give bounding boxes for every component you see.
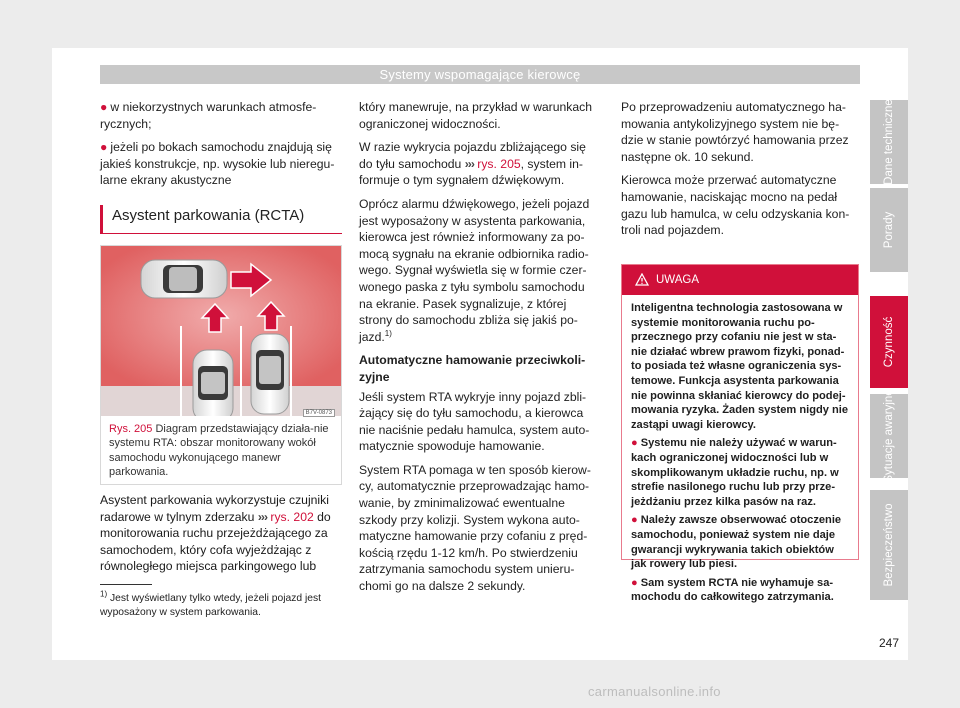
column-left-body: Asystent parkowania wykorzystuje czujniki radarowe w tylnym zderzaku ››› rys. 202 do monitorowania ruchu przejeżdżającego za samochodem, który cofa wyjeżdżając z równoległego miejsca parkingowego lub — [100, 493, 331, 574]
arrows-icon: ››› — [257, 509, 268, 524]
tab-sytuacje-awaryjne[interactable]: Sytuacje awaryjne — [870, 394, 908, 478]
cross-reference-link[interactable]: rys. 205 — [477, 156, 521, 171]
bullet-icon: ● — [631, 437, 638, 450]
paragraph: Po przeprowadzeniu automatycznego ha-mowania antykolizyjnego system nie bę-dzie w stanie powtórzyć hamowania przez następne ok. 10 sekund. — [621, 100, 849, 164]
paragraph: Jeśli system RTA wykryje inny pojazd zbli-żający się do tyłu samochodu, a kierowca nie naciśnie pedału hamulca, system auto-matycznie spowoduje hamowanie. — [359, 389, 590, 454]
arrows-icon: ››› — [464, 156, 474, 171]
list-item: ● w niekorzystnych warunkach atmosfe-rycznych; — [100, 100, 317, 131]
tab-dane-techniczne[interactable]: Dane techniczne — [870, 100, 908, 184]
tab-porady[interactable]: Porady — [870, 188, 908, 272]
column-left — [100, 99, 342, 196]
bullet-icon: ● — [631, 576, 638, 589]
section-title: Asystent parkowania (RCTA) — [100, 205, 342, 234]
warning-box — [621, 264, 859, 604]
figure-205 — [100, 245, 342, 485]
footnote-divider — [100, 584, 152, 585]
bullet-icon: ● — [100, 100, 108, 114]
warning-header — [622, 265, 858, 295]
cross-reference-link[interactable]: rys. 202 — [270, 509, 314, 524]
paragraph: W razie wykrycia pojazdu zbliżającego się do tyłu samochodu ››› rys. 205, system in-formuje o tym sygnałem dźwiękowym. — [359, 140, 586, 188]
warning-triangle-icon — [635, 273, 649, 286]
subheading: Automatyczne hamowanie przeciwkoli-zyjne — [359, 353, 586, 384]
bullet-icon: ● — [631, 514, 638, 527]
figure-ref: Rys. 205 — [109, 423, 153, 435]
column-right — [621, 99, 859, 246]
paragraph: Kierowca może przerwać automatyczne hamowanie, naciskając mocno na pedał gazu lub hamulca, w celu odzyskania kon-troli nad pojazdem. — [621, 173, 850, 238]
page-number: 247 — [878, 636, 900, 650]
reversing-car-icon — [251, 334, 289, 414]
approaching-car-icon — [141, 260, 227, 298]
watermark: carmanualsonline.info — [588, 684, 721, 699]
page-header: Systemy wspomagające kierowcę — [100, 65, 860, 84]
figure-caption: Rys. 205 Diagram przedstawiający działa-nie systemu RTA: obszar monitorowany wokół samochodu wykonującego manewr parkowania. — [109, 423, 329, 478]
list-item: ● Systemu nie należy używać w warun-kach ograniczonej widoczności lub w skomplikowanym układzie ruchu, np. w strefie nasilonego ruchu lub przy prze-jeżdżaniu przez kilka pasów na raz. — [631, 437, 839, 508]
footnote-marker: 1) — [384, 328, 392, 338]
paragraph: Oprócz alarmu dźwiękowego, jeżeli pojazd jest wyposażony w asystenta parkowania, kierowca jest również informowany za po-mocą sygnału na ekranie odbiornika radio-wego. Sygnał wyświetla się w formie czer-wonego paska z tyłu symbolu samochodu na ekranie. Pasek sygnalizuje, z której strony do samochodu zbliża się jakiś po-jazd.$^{1)}$ — [359, 196, 590, 344]
bullet-icon: ● — [100, 140, 108, 155]
warning-body — [622, 295, 858, 615]
list-item: ● Należy zawsze obserwować otoczenie samochodu, ponieważ system nie daje gwarancji wykrywania takich obiektów jak rowery lub piesi. — [631, 514, 842, 571]
parking-diagram — [101, 246, 341, 416]
list-item: ● Sam system RCTA nie wyhamuje sa-mochodu do całkowitego zatrzymania. — [631, 576, 834, 604]
footnote-marker: 1) — [100, 589, 108, 599]
tab-czynnosc[interactable]: Czynność — [870, 296, 908, 388]
warning-title: UWAGA — [656, 274, 700, 286]
tab-bezpieczenstwo[interactable]: Bezpieczeństwo — [870, 490, 908, 600]
parked-car-icon — [193, 350, 233, 416]
footnote: $^{1)}$ Jest wyświetlany tylko wtedy, jeżeli pojazd jest wyposażony w system parkowania. — [100, 589, 321, 618]
paragraph: System RTA pomaga w ten sposób kierow-cy, automatycznie przeprowadzając hamo-wanie, by zminimalizować ewentualne szkody przy kolizji. System wykona auto-matyczne hamowanie przy cofaniu z pręd-kością rzędu 1-12 km/h. Po stwierdzeniu zatrzymania samochodu system unieru-chomi go na dalsze 2 sekundy. — [359, 462, 591, 594]
column-middle — [359, 99, 601, 602]
warning-intro: Inteligentna technologia zastosowana w systemie monitorowania ruchu po-przecznego przy cofaniu nie jest w sta-nie działać wbrew prawom fizyki, ponad-to posiada też własne ograniczenia sys-temowe. Funkcja asystenta parkowania nie powinna skłaniać kierowcy do podej-mowania ryzyka. Żaden system nigdy nie zastąpi uwagi kierowcy. — [631, 302, 849, 431]
figure-code: B7V-0873 — [303, 409, 335, 417]
paragraph: który manewruje, na przykład w warunkach ograniczonej widoczności. — [359, 100, 593, 131]
list-item: ● jeżeli po bokach samochodu znajdują się jakieś konstrukcje, np. wysokie lub nieregu-larne ekrany akustyczne — [100, 140, 335, 188]
